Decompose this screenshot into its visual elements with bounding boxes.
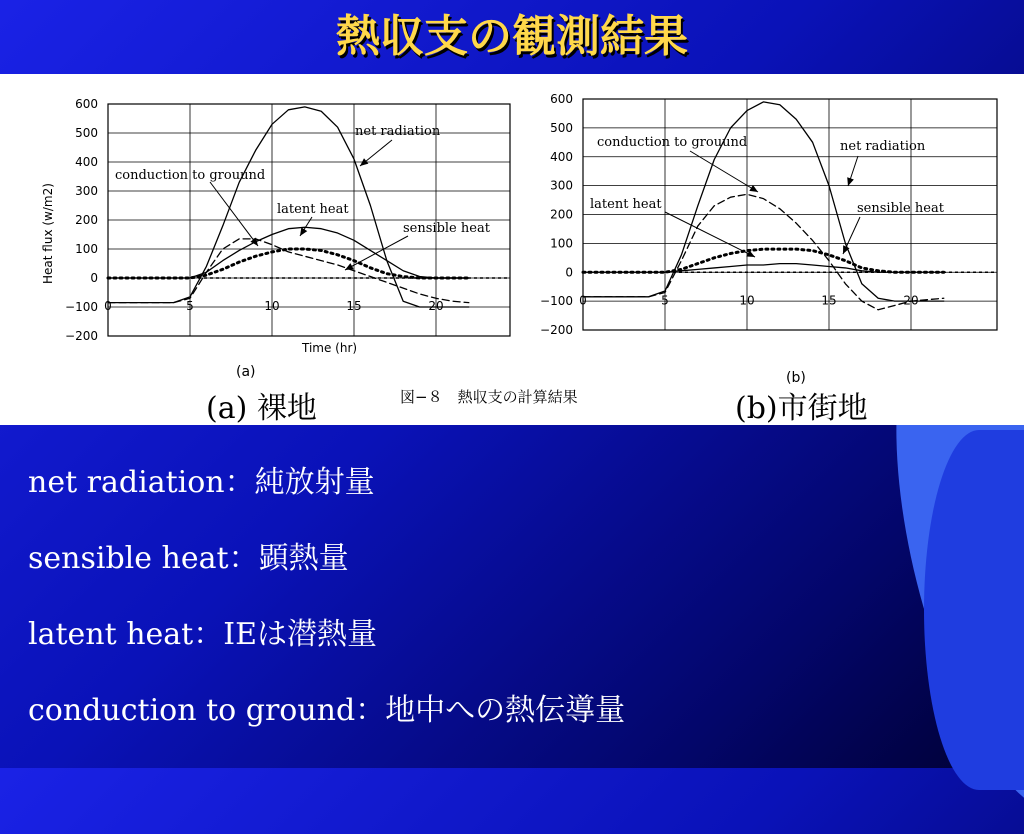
decorative-arc-inner xyxy=(924,430,1024,790)
y-tick-label: 500 xyxy=(550,120,573,135)
y-tick-label: 400 xyxy=(550,149,573,164)
legend-item-net-radiation xyxy=(28,445,928,521)
legend-item-latent-heat xyxy=(28,597,928,673)
chart-a-xlabel: Time (hr) xyxy=(302,341,358,355)
y-tick-label: 0 xyxy=(565,265,573,280)
chart-a-annotation-latent-heat: latent heat xyxy=(277,202,349,217)
chart-b-arrows xyxy=(665,151,860,257)
y-tick-label: −200 xyxy=(65,329,98,343)
y-tick-label: 600 xyxy=(75,97,98,111)
x-tick-label: 15 xyxy=(821,293,837,308)
series-line-sensible-heat xyxy=(108,249,469,278)
chart-a-yticks xyxy=(65,97,98,343)
x-tick-label: 10 xyxy=(264,299,280,313)
y-tick-label: −100 xyxy=(65,300,98,314)
legend-description: 顕熱量 xyxy=(258,541,349,576)
y-tick-label: −200 xyxy=(540,323,573,337)
legend-item-sensible-heat xyxy=(28,521,928,597)
y-tick-label: 100 xyxy=(75,242,98,256)
chart-a-annotation-net-radiation: net radiation xyxy=(355,124,441,139)
legend-term: net radiation xyxy=(28,465,225,500)
y-tick-label: 400 xyxy=(75,155,98,169)
y-tick-label: 300 xyxy=(75,184,98,198)
legend-separator: ： xyxy=(355,693,386,728)
legend-term: latent heat xyxy=(28,617,194,652)
y-tick-label: 600 xyxy=(550,92,573,106)
legend-separator: ： xyxy=(193,617,224,652)
chart-b-annotation-net-radiation: net radiation xyxy=(840,139,926,154)
arrow-latent-heat xyxy=(665,212,755,257)
legend-description: IEは潜熱量 xyxy=(223,617,377,652)
legend-list xyxy=(28,445,928,749)
legend-separator: ： xyxy=(228,541,259,576)
x-tick-label: 20 xyxy=(903,293,919,308)
x-tick-label: 20 xyxy=(428,299,444,313)
chart-b-annotation-latent-heat: latent heat xyxy=(590,197,662,212)
legend-item-conduction xyxy=(28,673,928,749)
x-tick-label: 15 xyxy=(346,299,362,313)
legend-description: 地中への熱伝導量 xyxy=(385,693,626,728)
chart-b xyxy=(540,92,997,337)
chart-b-annotation-conduction: conduction to grouund xyxy=(597,135,748,150)
y-tick-label: 0 xyxy=(90,271,98,285)
legend-separator: ： xyxy=(224,465,255,500)
figure-panel xyxy=(0,74,1024,425)
y-tick-label: 200 xyxy=(550,207,573,222)
y-tick-label: 500 xyxy=(75,126,98,140)
x-tick-label: 0 xyxy=(104,299,112,313)
chart-a-grid xyxy=(108,104,510,336)
chart-b-xticks xyxy=(579,293,918,307)
chart-b-annotation-sensible-heat: sensible heat xyxy=(857,201,944,216)
caption-mark-a: (a) xyxy=(236,364,256,380)
y-tick-label: 300 xyxy=(550,178,573,193)
chart-a-xticks xyxy=(104,299,443,313)
caption-a: (a) 裸地 xyxy=(206,391,317,425)
x-tick-label: 5 xyxy=(186,299,194,313)
arrow-sensible-heat xyxy=(843,217,860,254)
caption-mark-b: (b) xyxy=(786,370,806,386)
slide-title: 熱収支の観測結果 xyxy=(336,11,688,62)
arrow-net-radiation xyxy=(847,156,858,186)
caption-figure-8: 図−８ 熱収支の計算結果 xyxy=(400,388,578,406)
y-tick-label: 100 xyxy=(550,236,573,251)
series-line-sensible-heat xyxy=(583,249,944,272)
heat-balance-figure xyxy=(0,74,1024,425)
chart-a-annotation-sensible-heat: sensible heat xyxy=(403,221,490,236)
caption-b: (b)市街地 xyxy=(735,391,868,425)
chart-a xyxy=(41,97,510,355)
y-tick-label: −100 xyxy=(540,294,573,309)
chart-a-ylabel: Heat flux (w/m2) xyxy=(41,183,55,284)
legend-description: 純放射量 xyxy=(254,465,375,500)
x-tick-label: 0 xyxy=(579,293,587,308)
arrow-conduction xyxy=(210,182,258,246)
x-tick-label: 5 xyxy=(661,293,669,308)
x-tick-label: 10 xyxy=(739,293,755,308)
legend-term: conduction to ground xyxy=(28,693,356,728)
chart-b-yticks xyxy=(540,92,573,337)
chart-a-annotation-conduction: conduction to grouund xyxy=(115,168,266,183)
legend-term: sensible heat xyxy=(28,541,229,576)
y-tick-label: 200 xyxy=(75,213,98,227)
